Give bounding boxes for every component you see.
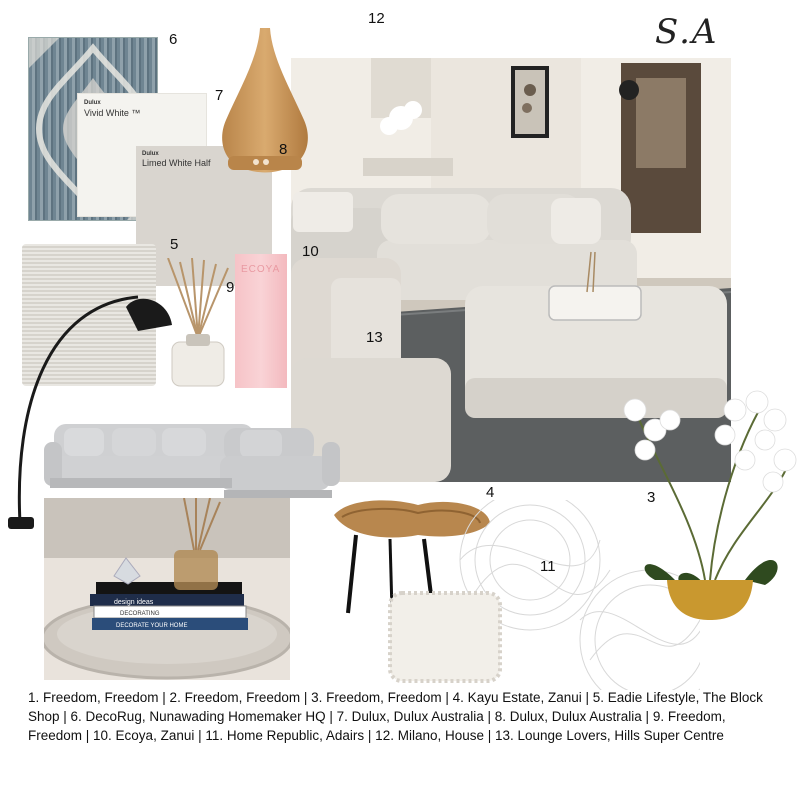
grey-modular-sofa — [44, 420, 340, 510]
item-number-10: 10 — [302, 243, 319, 260]
swatch-brand: Dulux — [84, 100, 101, 106]
item-number-9: 9 — [226, 279, 235, 296]
item-number-8: 8 — [279, 141, 288, 158]
cushion-shape — [380, 585, 510, 685]
item-number-11: 11 — [540, 558, 556, 575]
diffuser-shape — [220, 28, 310, 178]
item-number-4: 4 — [486, 484, 495, 501]
tray-scene — [44, 498, 290, 680]
book-title: DECORATING — [120, 611, 160, 617]
board-signature: S.A — [655, 12, 719, 52]
ecoya-pink-box — [235, 254, 287, 388]
orchid-shape — [615, 380, 800, 680]
box-brand: ECOYA — [241, 264, 281, 275]
item-number-7: 7 — [215, 87, 224, 104]
swatch-brand: Dulux — [142, 151, 159, 157]
source-caption: 1. Freedom, Freedom | 2. Freedom, Freedom | 3. Freedom, Freedom | 4. Kayu Estate, Zanui | 5. Eadie Lifestyle, The Block Shop | 6. DecoRug, Nunawading Homemaker HQ | 7. Dulux, Dulux Australia | 8. Dulux, Dulux Australia | 9. Freedom, Freedom | 10. Ecoya, Zanui | 11. Home Republic, Adairs | 12. Milano, House | 13. Lounge Lovers, Hills Super Centre — [28, 690, 763, 743]
item-number-3: 3 — [647, 489, 656, 506]
wooden-aroma-diffuser — [220, 28, 310, 178]
book-title: design ideas — [114, 599, 154, 606]
item-number-5: 5 — [170, 236, 179, 253]
fringed-cushion — [380, 585, 510, 685]
swatch-name: Limed White Half — [142, 158, 211, 168]
swatch-name: Vivid White ™ — [84, 108, 141, 118]
book-title: DECORATE YOUR HOME — [116, 623, 188, 629]
item-number-12: 12 — [368, 10, 385, 27]
tray-vignette-photo — [44, 498, 290, 680]
sofa-shape — [44, 420, 340, 510]
item-number-6: 6 — [169, 31, 178, 48]
white-orchid-gold-pot — [615, 380, 800, 680]
item-number-13: 13 — [366, 329, 383, 346]
